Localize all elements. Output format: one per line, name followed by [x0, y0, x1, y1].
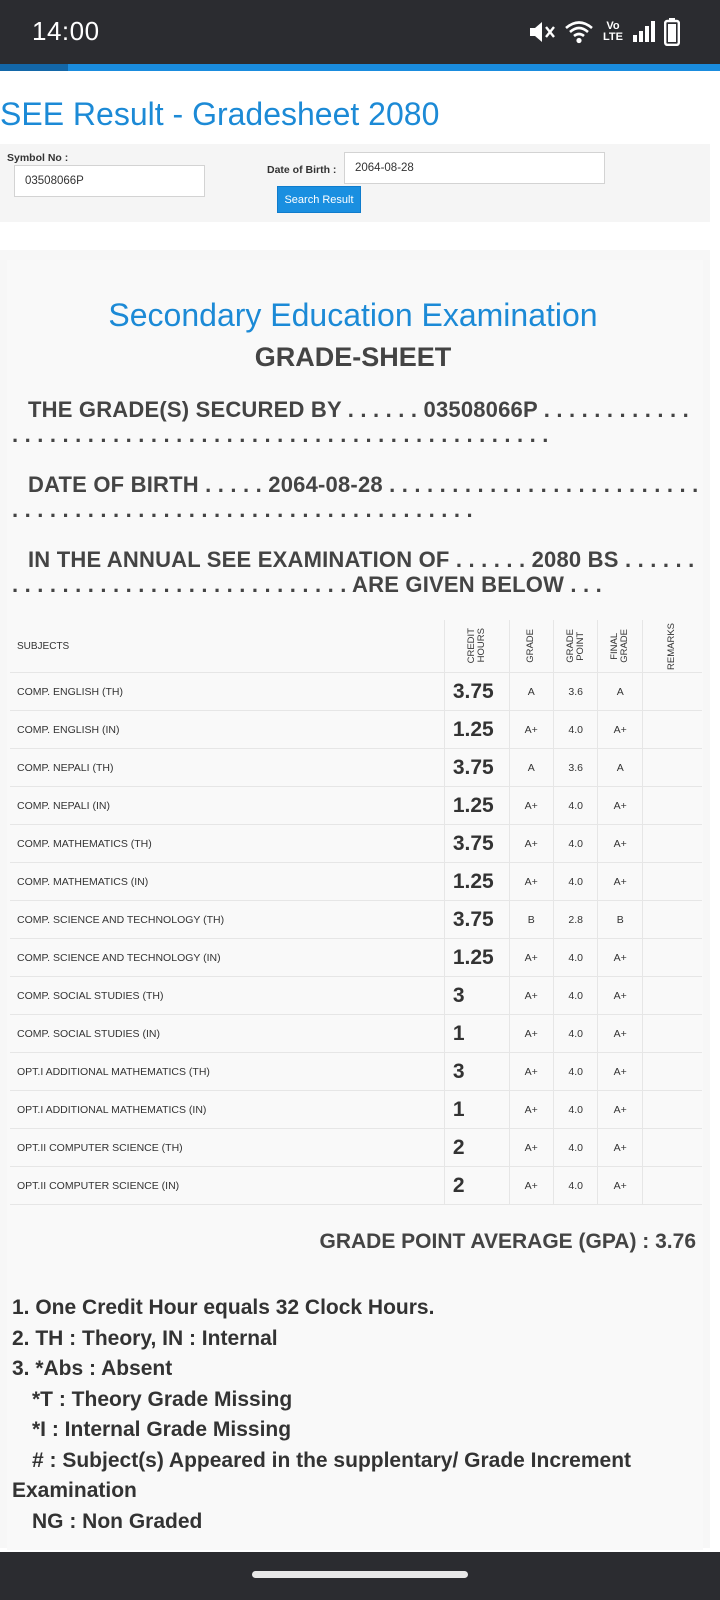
note-7: NG : Non Graded: [32, 1509, 203, 1533]
header-final-grade: FINAL GRADE: [598, 620, 643, 673]
final-grade-cell: A+: [598, 1091, 643, 1129]
final-grade-cell: B: [598, 901, 643, 939]
credit-hours-cell: 3.75: [444, 749, 509, 787]
search-result-button[interactable]: Search Result: [277, 186, 361, 213]
symbol-label: Symbol No :: [7, 152, 69, 164]
subject-cell: COMP. SCIENCE AND TECHNOLOGY (IN): [10, 939, 444, 977]
remarks-cell: [642, 749, 702, 787]
table-row: [10, 711, 702, 749]
symbol-input[interactable]: 03508066P: [14, 165, 205, 197]
grade-cell: A+: [509, 825, 553, 863]
credit-hours-cell: 2: [444, 1167, 509, 1205]
subject-cell: COMP. MATHEMATICS (TH): [10, 825, 444, 863]
subject-cell: COMP. ENGLISH (TH): [10, 673, 444, 711]
grade-cell: A+: [509, 711, 553, 749]
signal-icon: [632, 20, 656, 44]
remarks-cell: [642, 825, 702, 863]
grade-cell: A: [509, 749, 553, 787]
exam-line: IN THE ANNUAL SEE EXAMINATION OF . . . . . . 2080 BS . . . . . . . . . . . . . . . . . . . . . . . . . . . . . . . . . ARE GIVEN BELOW . . .: [12, 547, 695, 597]
secured-by-line: THE GRADE(S) SECURED BY . . . . . . 03508066P . . . . . . . . . . . . . . . . . . . . . . . . . . . . . . . . . . . . . . . . . . . . . . . . . . . . . . .: [12, 397, 689, 447]
remarks-cell: [642, 977, 702, 1015]
table-row: [10, 977, 702, 1015]
grade-cell: A+: [509, 977, 553, 1015]
note-2: 2. TH : Theory, IN : Internal: [12, 1326, 278, 1350]
final-grade-cell: A+: [598, 863, 643, 901]
gpa-summary: GRADE POINT AVERAGE (GPA) : 3.76: [319, 1230, 696, 1253]
remarks-cell: [642, 711, 702, 749]
table-row: [10, 863, 702, 901]
note-5: *I : Internal Grade Missing: [32, 1418, 292, 1441]
grade-cell: A+: [509, 1015, 553, 1053]
final-grade-cell: A: [598, 673, 643, 711]
table-row: [10, 939, 702, 977]
table-row: [10, 1091, 702, 1129]
final-grade-cell: A+: [598, 1129, 643, 1167]
remarks-cell: [642, 1015, 702, 1053]
exam-title: Secondary Education Examination: [108, 297, 598, 333]
remarks-cell: [642, 673, 702, 711]
table-row: [10, 1053, 702, 1091]
sheet-title: GRADE-SHEET: [254, 342, 452, 372]
remarks-cell: [642, 787, 702, 825]
credit-hours-cell: 1: [444, 1091, 509, 1129]
subject-cell: OPT.II COMPUTER SCIENCE (TH): [10, 1129, 444, 1167]
page-title: SEE Result - Gradesheet 2080: [0, 96, 440, 132]
credit-hours-cell: 1.25: [444, 939, 509, 977]
subject-cell: OPT.I ADDITIONAL MATHEMATICS (IN): [10, 1091, 444, 1129]
grade-cell: A+: [509, 787, 553, 825]
dob-input[interactable]: 2064-08-28: [344, 152, 605, 184]
remarks-cell: [642, 939, 702, 977]
grade-cell: A+: [509, 1091, 553, 1129]
subject-cell: OPT.II COMPUTER SCIENCE (IN): [10, 1167, 444, 1205]
grade-cell: A: [509, 673, 553, 711]
grade-point-cell: 4.0: [553, 863, 598, 901]
credit-hours-cell: 1.25: [444, 711, 509, 749]
note-1: 1. One Credit Hour equals 32 Clock Hours.: [12, 1296, 435, 1319]
grade-point-cell: 4.0: [553, 711, 598, 749]
table-row: [10, 825, 702, 863]
subject-cell: COMP. SCIENCE AND TECHNOLOGY (TH): [10, 901, 444, 939]
table-row: [10, 749, 702, 787]
status-bar: [0, 0, 720, 64]
table-header-row: [10, 620, 702, 673]
remarks-cell: [642, 1053, 702, 1091]
table-row: [10, 1129, 702, 1167]
credit-hours-cell: 1: [444, 1015, 509, 1053]
grade-point-cell: 4.0: [553, 1129, 598, 1167]
grade-point-cell: 4.0: [553, 1053, 598, 1091]
grade-point-cell: 4.0: [553, 1167, 598, 1205]
clock: 14:00: [32, 16, 100, 46]
final-grade-cell: A: [598, 749, 643, 787]
page-load-progress: [0, 64, 720, 71]
final-grade-cell: A+: [598, 1167, 643, 1205]
subject-cell: COMP. SOCIAL STUDIES (TH): [10, 977, 444, 1015]
table-row: [10, 787, 702, 825]
grade-point-cell: 2.8: [553, 901, 598, 939]
home-gesture-handle[interactable]: [252, 1571, 468, 1578]
final-grade-cell: A+: [598, 711, 643, 749]
grade-cell: A+: [509, 939, 553, 977]
final-grade-cell: A+: [598, 1053, 643, 1091]
grade-cell: A+: [509, 1167, 553, 1205]
grade-point-cell: 4.0: [553, 787, 598, 825]
final-grade-cell: A+: [598, 787, 643, 825]
final-grade-cell: A+: [598, 939, 643, 977]
muted-icon: [526, 18, 556, 46]
status-icons: [526, 16, 680, 48]
note-4: *T : Theory Grade Missing: [32, 1387, 293, 1411]
progress-fill: [0, 64, 68, 71]
credit-hours-cell: 3: [444, 977, 509, 1015]
grade-point-cell: 4.0: [553, 1091, 598, 1129]
battery-icon: [664, 18, 680, 46]
remarks-cell: [642, 1129, 702, 1167]
header-grade: GRADE: [509, 620, 553, 673]
grade-point-cell: 4.0: [553, 977, 598, 1015]
final-grade-cell: A+: [598, 1015, 643, 1053]
credit-hours-cell: 3: [444, 1053, 509, 1091]
header-subjects: SUBJECTS: [10, 620, 444, 673]
header-remarks: REMARKS: [642, 620, 702, 673]
final-grade-cell: A+: [598, 825, 643, 863]
grade-point-cell: 4.0: [553, 939, 598, 977]
subject-cell: COMP. NEPALI (TH): [10, 749, 444, 787]
notes: [12, 1293, 702, 1537]
grade-cell: B: [509, 901, 553, 939]
remarks-cell: [642, 1167, 702, 1205]
grade-cell: A+: [509, 1053, 553, 1091]
final-grade-cell: A+: [598, 977, 643, 1015]
navigation-bar: [0, 1552, 720, 1600]
table-row: [10, 901, 702, 939]
table-row: [10, 1167, 702, 1205]
subject-cell: COMP. NEPALI (IN): [10, 787, 444, 825]
grade-point-cell: 4.0: [553, 1015, 598, 1053]
credit-hours-cell: 3.75: [444, 673, 509, 711]
wifi-icon: [564, 19, 594, 45]
grade-cell: A+: [509, 1129, 553, 1167]
note-6: # : Subject(s) Appeared in the supplentary/ Grade Increment Examination: [12, 1448, 632, 1502]
subject-cell: COMP. MATHEMATICS (IN): [10, 863, 444, 901]
header-grade-point: GRADE POINT: [553, 620, 598, 673]
table-row: [10, 673, 702, 711]
table-row: [10, 1015, 702, 1053]
header-credit-hours: CREDIT HOURS: [444, 620, 509, 673]
dob-label: Date of Birth :: [267, 164, 337, 176]
volte-icon: Vo LTE: [603, 20, 623, 43]
credit-hours-cell: 1.25: [444, 863, 509, 901]
subject-cell: OPT.I ADDITIONAL MATHEMATICS (TH): [10, 1053, 444, 1091]
grade-point-cell: 3.6: [553, 673, 598, 711]
grade-point-cell: 3.6: [553, 749, 598, 787]
remarks-cell: [642, 901, 702, 939]
credit-hours-cell: 2: [444, 1129, 509, 1167]
credit-hours-cell: 3.75: [444, 901, 509, 939]
subject-cell: COMP. ENGLISH (IN): [10, 711, 444, 749]
dob-line: DATE OF BIRTH . . . . . 2064-08-28 . . . . . . . . . . . . . . . . . . . . . . . . . . . . . . . . . . . . . . . . . . . . . . . . . . . . . . . . . . . . . .: [12, 472, 699, 522]
grade-point-cell: 4.0: [553, 825, 598, 863]
remarks-cell: [642, 863, 702, 901]
credit-hours-cell: 3.75: [444, 825, 509, 863]
subject-cell: COMP. SOCIAL STUDIES (IN): [10, 1015, 444, 1053]
remarks-cell: [642, 1091, 702, 1129]
credit-hours-cell: 1.25: [444, 787, 509, 825]
note-3: 3. *Abs : Absent: [12, 1357, 173, 1380]
grade-cell: A+: [509, 863, 553, 901]
grades-table: [10, 620, 702, 1205]
